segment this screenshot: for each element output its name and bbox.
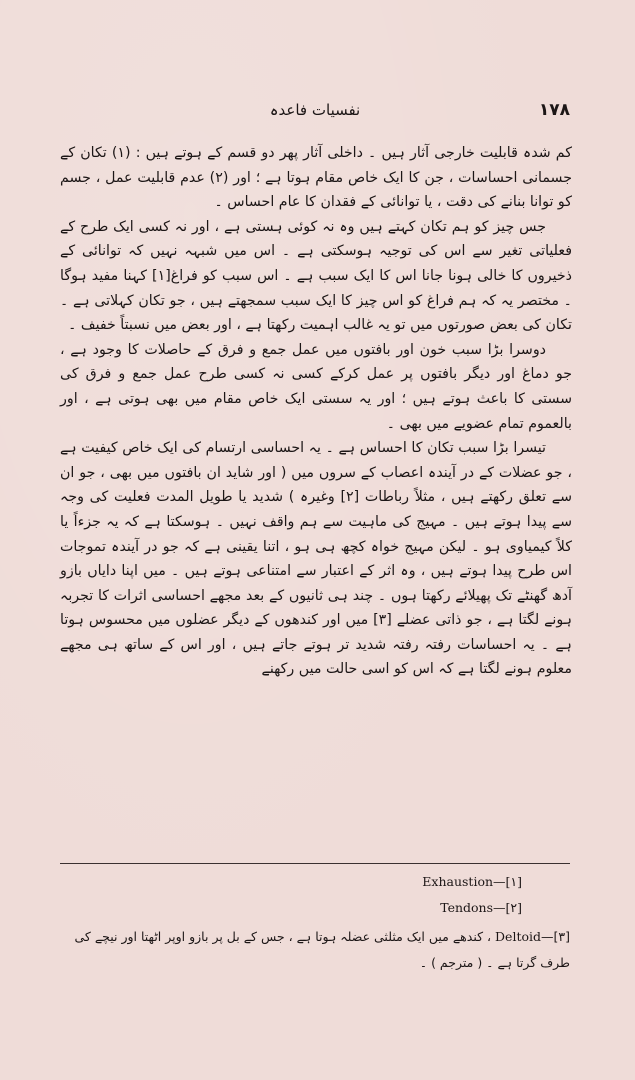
footnote-1: Exhaustion—[۱] [422,874,522,889]
running-title: نفسیات فاعدہ [269,101,361,119]
page-number: ۱۷۸ [538,100,570,120]
paragraph-2: جس چیز کو ہم تکان کہتے ہیں وہ نہ کوئی ہستی ہے ، اور نہ کسی ایک طرح کے فعلیاتی تغیر سے اس کی توجیہ ہوسکتی ہے ۔ اس میں شبہہ نہیں کہ توانائی کے ذخیروں کا خالی ہونا جانا اس کا ایک سبب ہے ۔ اس سبب کو فراغ[۱] کہنا مفید ہوگا ۔ مختصر یہ کہ ہم فراغ کو اس چیز کا ایک سبب سمجھتے ہیں ، جو تکان کہلاتی ہے ۔ تکان کی بعض صورتوں میں تو یہ غالب اہمیت رکھتا ہے ، اور بعض میں نسبتاً خفیف ۔ [60,218,572,334]
footnote-3-text: ، کندھے میں ایک مثلثی عضلہ ہوتا ہے ، جس کے بل پر بازو اوپر اٹھتا اور نیچے کی طرف گرتا ہے ۔ ( مترجم ) ۔ [74,929,570,970]
running-head [60,100,570,124]
footnote-2: Tendons—[۲] [440,900,522,915]
paragraph-1: کم شدہ قابلیت خارجی آثار ہیں ۔ داخلی آثار پھر دو قسم کے ہوتے ہیں : (۱) تکان کے جسمانی احساسات ، جن کا ایک خاص مقام ہوتا ہے ؛ اور (۲) عدم قابلیت عمل ، جسم کو توانا بنانے کی دقت ، یا توانائی کے فقدان کا عام احساس ۔ [60,145,572,211]
paragraph-4: تیسرا بڑا سبب تکان کا احساس ہے ۔ یہ احساسی ارتسام کی ایک خاص کیفیت ہے ، جو عضلات کے در آیندہ اعصاب کے سروں میں ( اور شاید ان بافتوں میں بھی ، جو ان سے تعلق رکھتے ہیں ، مثلاً رباطات [۲] وغیرہ ) شدید یا طویل المدت فعلیت کی وجہ سے پیدا ہوتے ہیں ۔ مہیج کی ماہیت سے ہم واقف نہیں ۔ ہوسکتا ہے کہ یہ جزءاً یا کلاً کیمیاوی ہو ۔ لیکن مہیج خواہ کچھ ہی ہو ، اتنا یقینی ہے کہ جو در آیندہ تموجات اس طرح پیدا ہوتے ہیں ، وہ اثر کے اعتبار سے امتناعی ہوتے ہیں ۔ میں اپنا دایاں بازو آدھ گھنٹے تک پھیلائے رکھتا ہوں ۔ چند ہی ثانیوں کے بعد مجھے احساسی اثرات کا تجربہ ہونے لگتا ہے ، جو ذاتی عضلے [۳] میں اور کندھوں کے دیگر عضلوں میں محسوس ہوتا ہے ۔ یہ احساسات رفتہ رفتہ شدید تر ہوتے جاتے ہیں ، اور اس کے ساتھ ہی مجھے معلوم ہونے لگتا ہے کہ اس کو اسی حالت میں رکھنے [60,440,573,678]
paragraph-3: دوسرا بڑا سبب خون اور بافتوں میں عمل جمع و فرق کے حاصلات کا وجود ہے ، جو دماغ اور دیگر بافتوں پر عمل کرکے کسی نہ کسی طرح عمل جمع و فرق کی سستی کا باعث ہوتے ہیں ؛ اور یہ سستی ایک خاص مقام میں بھی ہوتی ہے ، اور بالعموم تمام عضویے میں بھی ۔ [60,341,572,432]
footnote-3-english-term: Deltoid [495,929,541,944]
footnote-3-marker: [۳]— [541,929,570,944]
body-text [60,141,572,682]
footnote-rule [60,863,570,864]
footnote-3 [60,924,570,976]
